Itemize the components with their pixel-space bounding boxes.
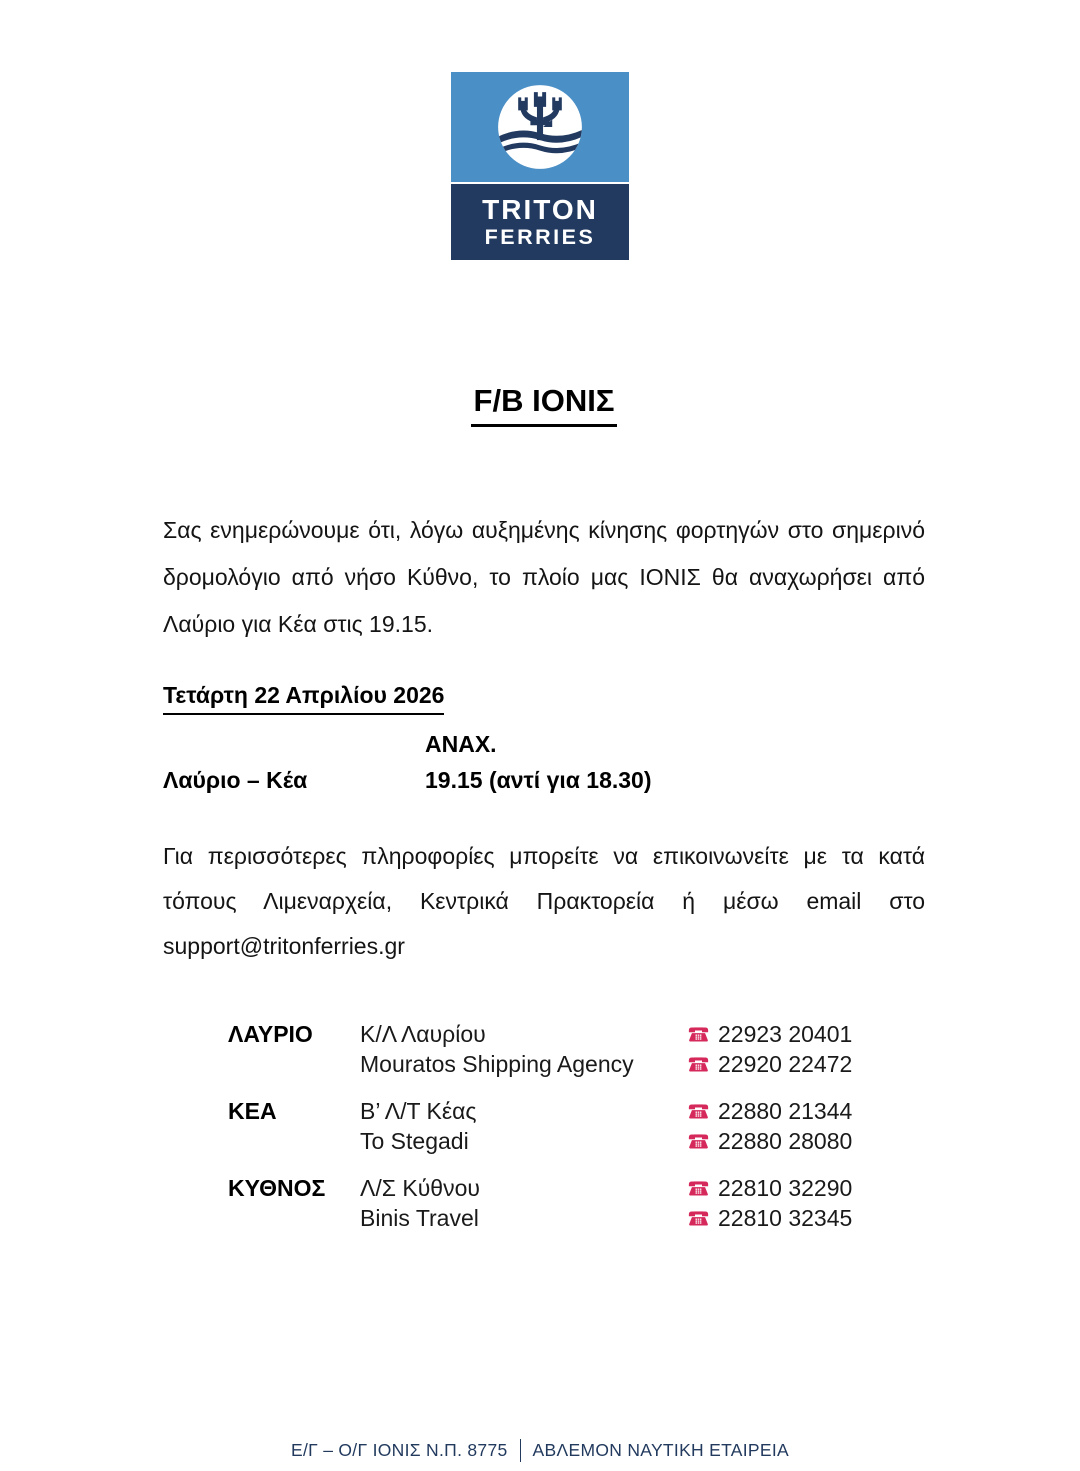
telephone-icon — [688, 1209, 709, 1227]
logo-wordmark-line1: TRITON — [482, 194, 598, 225]
info-paragraph — [163, 834, 925, 969]
departure-column-header: ΑΝΑΧ. — [425, 731, 497, 757]
telephone-icon — [688, 1025, 709, 1043]
contact-location: ΛΑΥΡΙΟ — [228, 1021, 313, 1047]
triton-ferries-logo — [451, 72, 629, 260]
contact-phone-number: 22810 32290 — [718, 1175, 853, 1201]
contact-phone-cell — [688, 1203, 925, 1233]
contact-phone-cell — [688, 1049, 925, 1079]
info-text: Για περισσότερες πληροφορίες μπορείτε να επικοινωνείτε με τα κατά τόπους Λιμεναρχεία, Κεντρικά Πρακτορεία ή μέσω email στο — [163, 843, 925, 914]
logo-wordmark — [451, 184, 629, 260]
contacts-list — [163, 1019, 925, 1233]
contact-phone-cell — [688, 1173, 925, 1203]
contact-agency: Binis Travel — [360, 1205, 479, 1231]
contact-group-lavrio — [228, 1019, 925, 1079]
contact-phone-number: 22923 20401 — [718, 1021, 853, 1047]
contact-phone-number: 22920 22472 — [718, 1051, 853, 1077]
telephone-icon — [688, 1132, 709, 1150]
telephone-icon — [688, 1179, 709, 1197]
contact-agency: Β’ Λ/Τ Κέας — [360, 1098, 477, 1124]
contact-agency: Λ/Σ Κύθνου — [360, 1175, 480, 1201]
support-email: support@tritonferries.gr — [163, 933, 405, 959]
footer-company-name: ΑΒΛΕΜΟΝ ΝΑΥΤΙΚΗ ΕΤΑΙΡΕΙΑ — [532, 1440, 790, 1460]
contact-phone-cell — [688, 1096, 925, 1126]
contact-agency: Κ/Λ Λαυρίου — [360, 1021, 486, 1047]
schedule-row — [163, 767, 925, 794]
logo-wordmark-line2: FERRIES — [484, 225, 596, 249]
footer-divider — [520, 1439, 521, 1462]
footer-vessel-info: Ε/Γ – Ο/Γ ΙΟΝΙΣ Ν.Π. 8775 — [290, 1440, 508, 1460]
schedule-header-row — [163, 731, 925, 758]
contact-agency: Mouratos Shipping Agency — [360, 1051, 634, 1077]
contact-phone-number: 22810 32345 — [718, 1205, 853, 1231]
schedule-route: Λαύριο – Κέα — [163, 767, 308, 793]
date-heading: Τετάρτη 22 Απριλίου 2026 — [163, 682, 925, 715]
document-content — [0, 383, 1080, 1233]
contact-location: ΚΕΑ — [228, 1098, 277, 1124]
document-title: F/B ΙΟΝΙΣ — [163, 383, 925, 427]
trident-wave-icon — [492, 79, 588, 175]
page-footer — [0, 1439, 1080, 1462]
telephone-icon — [688, 1102, 709, 1120]
contact-group-kythnos — [228, 1173, 925, 1233]
contact-phone-number: 22880 28080 — [718, 1128, 853, 1154]
contact-agency: To Stegadi — [360, 1128, 469, 1154]
contact-phone-cell — [688, 1019, 925, 1049]
intro-paragraph: Σας ενημερώνουμε ότι, λόγω αυξημένης κίνησης φορτηγών στο σημερινό δρομολόγιο από νήσο Κύθνο, το πλοίο μας ΙΟΝΙΣ θα αναχωρήσει από Λαύριο για Κέα στις 19.15. — [163, 517, 925, 637]
logo-emblem — [451, 72, 629, 182]
contact-phone-number: 22880 21344 — [718, 1098, 853, 1124]
contact-group-kea — [228, 1096, 925, 1156]
contact-location: ΚΥΘΝΟΣ — [228, 1175, 326, 1201]
telephone-icon — [688, 1055, 709, 1073]
contact-phone-cell — [688, 1126, 925, 1156]
schedule — [163, 731, 925, 794]
schedule-time: 19.15 (αντί για 18.30) — [425, 767, 652, 793]
